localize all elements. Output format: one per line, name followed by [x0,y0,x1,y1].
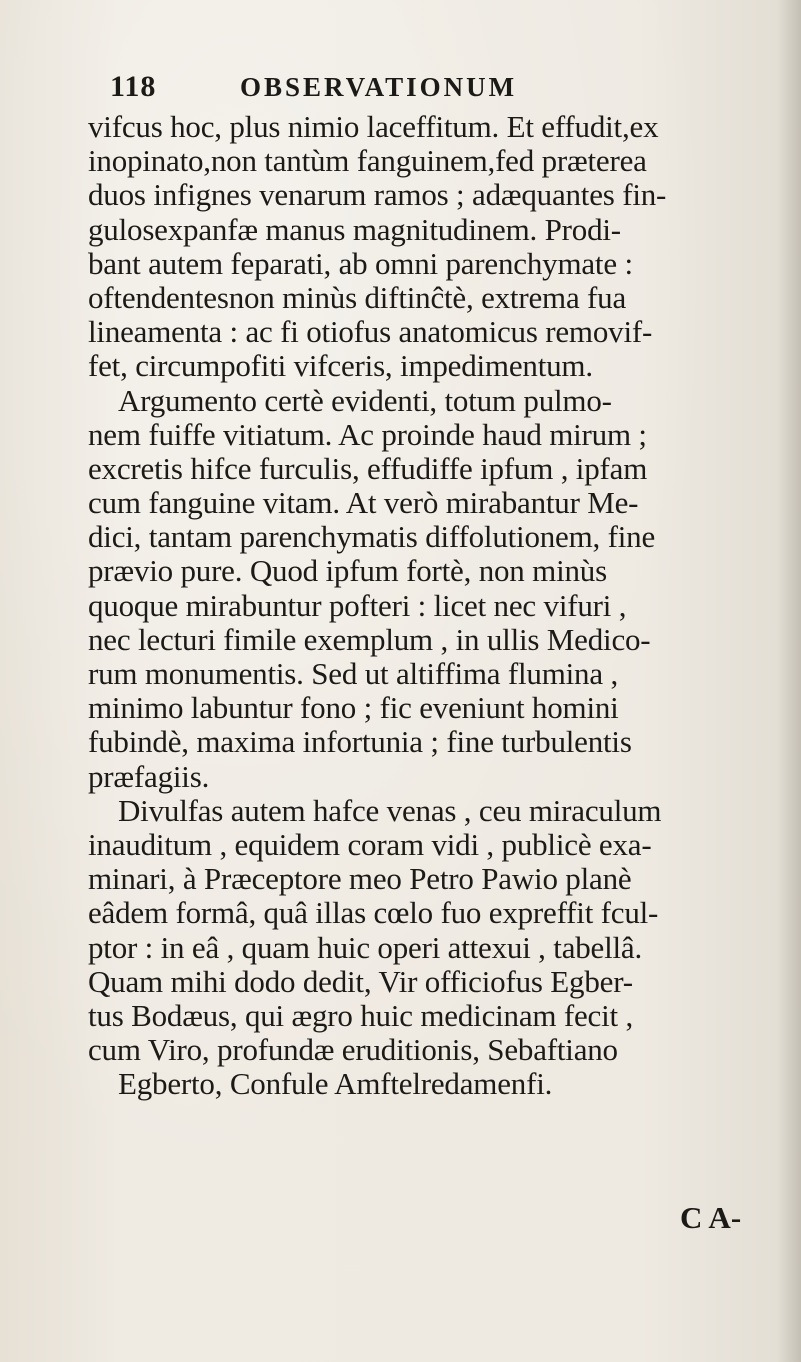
text-line: lineamenta : ac fi otiofus anatomicus removif- [88,314,653,350]
text-line: nec lecturi fimile exemplum , in ullis Medico- [88,621,651,657]
text-line: fet, circumpofiti vifceris, impedimentum. [88,348,593,384]
text-line: gulosexpanfæ manus magnitudinem. Prodi- [88,211,621,247]
text-line: tus Bodæus, qui ægro huic medicinam fecit , [88,997,634,1033]
running-title: OBSERVATIONUM [240,72,518,102]
paragraph-start-line: Divulfas autem hafce venas , ceu miraculum [118,792,662,828]
body-text [88,110,788,1101]
text-line: minari, à Præceptore meo Petro Pawio planè [88,861,632,897]
text-line: oftendentesnon minùs diftinĉtè, extrema fua [88,279,627,315]
text-line: fubindè, maxima infortunia ; fine turbulentis [88,724,632,760]
page-header [110,70,710,110]
text-line: ptor : in eâ , quam huic operi attexui , tabellâ. [88,929,643,965]
text-line: quoque mirabuntur pofteri : licet nec vifuri , [88,587,627,623]
text-line: præfagiis. [88,758,210,794]
text-line: cum fanguine vitam. At verò mirabantur Me- [88,485,639,521]
page-number: 118 [110,70,157,103]
text-line: eâdem formâ, quâ illas cœlo fuo expreffit fcul- [88,895,659,931]
text-line: minimo labuntur fono ; fic eveniunt homini [88,690,619,726]
text-line: inauditum , equidem coram vidi , publicè exa- [88,826,652,862]
text-line: cum Viro, profundæ eruditionis, Sebaftiano [88,1032,618,1068]
text-line: vifcus hoc, plus nimio laceffitum. Et effudit,ex [88,109,659,144]
text-line: duos infignes venarum ramos ; adæquantes fin- [88,177,667,213]
paragraph-start-line: Argumento certè evidenti, totum pulmo- [118,382,612,418]
text-line: Quam mihi dodo dedit, Vir officiofus Egber- [88,963,633,999]
text-line: bant autem feparati, ab omni parenchymate : [88,245,633,281]
text-line: nem fuiffe vitiatum. Ac proinde haud mirum ; [88,416,647,452]
text-line: dici, tantam parenchymatis diffolutionem, fine [88,519,656,555]
text-line: Egberto, Confule Amftelredamenfi. [118,1066,553,1102]
text-line: excretis hifce furculis, effudiffe ipfum , ipfam [88,450,648,486]
catchword: C A- [680,1200,742,1235]
text-line: prævio pure. Quod ipfum fortè, non minùs [88,553,607,589]
text-line: rum monumentis. Sed ut altiffima flumina , [88,656,619,691]
text-line: inopinato,non tantùm fanguinem,fed præterea [88,143,647,179]
